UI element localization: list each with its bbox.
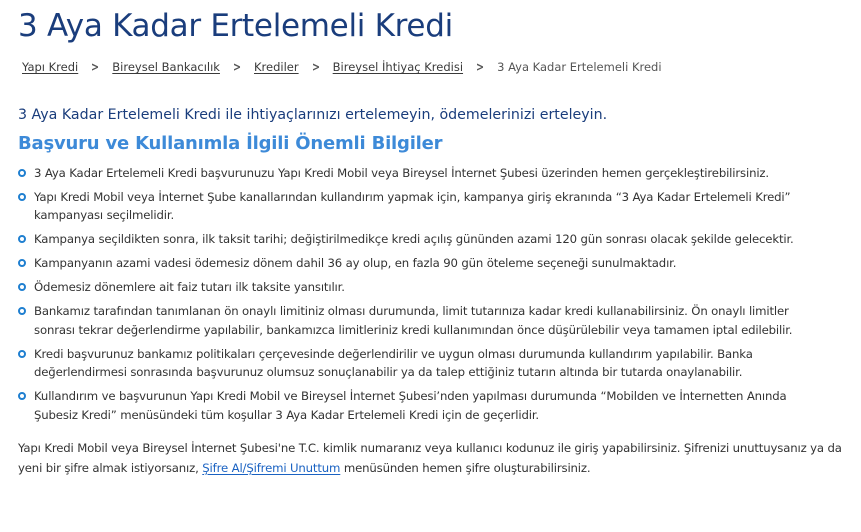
breadcrumb-bireysel-bankacilik[interactable]: Bireysel Bankacılık [112,60,220,74]
page-title: 3 Aya Kadar Ertelemeli Kredi [18,8,453,44]
list-item-text: Bankamız tarafından tanımlanan ön onaylı limitiniz olması durumunda, limit tutarınıza kadar kredi kullanabilirsiniz. Ön onaylı limitler sonrası tekrar değerlendirme yapılabilir, bankamızca limitleriniz kredi kullanımından önce düşürülebilir veya tamamen iptal edilebilir. [34,304,793,337]
circle-bullet-icon [18,259,26,267]
breadcrumb-current: 3 Aya Kadar Ertelemeli Kredi [497,60,662,74]
footer-text-after: menüsünden hemen şifre oluşturabilirsiniz. [340,460,591,475]
intro-text: 3 Aya Kadar Ertelemeli Kredi ile ihtiyaçlarınızı ertelemeyin, ödemelerinizi erteleyin. [18,107,608,123]
breadcrumb-krediler[interactable]: Krediler [254,60,299,74]
list-item-text: Ödemesiz dönemlere ait faiz tutarı ilk taksite yansıtılır. [34,280,345,295]
footer-text [18,439,848,478]
info-list [18,164,818,424]
list-item-text: Kampanya seçildikten sonra, ilk taksit tarihi; değiştirilmedikçe kredi açılış gününden azami 120 gün sonrası olacak şekilde gelecektir. [34,232,794,247]
circle-bullet-icon [18,392,26,400]
section-heading: Başvuru ve Kullanımla İlgili Önemli Bilgiler [18,133,443,154]
list-item [18,164,818,183]
circle-bullet-icon [18,169,26,177]
list-item-text: Kredi başvurunuz bankamız politikaları çerçevesinde değerlendirilir ve uygun olması durumunda kullandırım yapılabilir. Banka değerlendirmesi sonrasında başvurunuz olumsuz sonuçlanabilir ya da talep ettiğiniz tutarın altında bir tutarda onaylanabilir. [34,346,753,380]
chevron-right-icon: > [311,60,320,74]
circle-bullet-icon [18,307,26,315]
circle-bullet-icon [18,193,26,201]
list-item [18,345,818,382]
list-item [18,278,818,297]
list-item-text: Kampanyanın azami vadesi ödemesiz dönem dahil 36 ay olup, en fazla 90 gün öteleme seçeneği sunulmaktadır. [34,256,677,271]
list-item-text: Kullandırım ve başvurunun Yapı Kredi Mobil ve Bireysel İnternet Şubesi’nden yapılması durumunda “Mobilden ve İnternetten Anında Şubesiz Kredi” menüsündeki tüm koşullar 3 Aya Kadar Ertelemeli Kredi için de geçerlidir. [34,389,787,422]
list-item [18,188,818,225]
list-item [18,230,818,249]
circle-bullet-icon [18,235,26,243]
footer-text-before: Yapı Kredi Mobil veya Bireysel İnternet Şubesi'ne T.C. kimlik numaranız veya kullanıcı kodunuz ile giriş yapabilirsiniz. Şifrenizi unuttuysanız ya da yeni bir şifre almak istiyorsanız, [18,441,842,475]
chevron-right-icon: > [476,60,485,74]
breadcrumb-ihtiyac-kredisi[interactable]: Bireysel İhtiyaç Kredisi [332,60,464,74]
password-reset-link[interactable]: Şifre Al/Şifremi Unuttum [202,460,341,475]
list-item-text: 3 Aya Kadar Ertelemeli Kredi başvurunuzu Yapı Kredi Mobil veya Bireysel İnternet Şubesi üzerinden hemen gerçekleştirebilirsiniz. [34,166,769,180]
list-item-text: Yapı Kredi Mobil veya İnternet Şube kanallarından kullandırım yapmak için, kampanya giriş ekranında “3 Aya Kadar Ertelemeli Kredi” kampanyası seçilmelidir. [34,189,791,223]
list-item [18,254,818,273]
breadcrumb [18,52,861,82]
list-item [18,387,818,424]
breadcrumb-yapi-kredi[interactable]: Yapı Kredi [22,60,79,74]
circle-bullet-icon [18,283,26,291]
chevron-right-icon: > [91,60,100,74]
circle-bullet-icon [18,350,26,358]
list-item [18,302,818,339]
chevron-right-icon: > [232,60,242,74]
